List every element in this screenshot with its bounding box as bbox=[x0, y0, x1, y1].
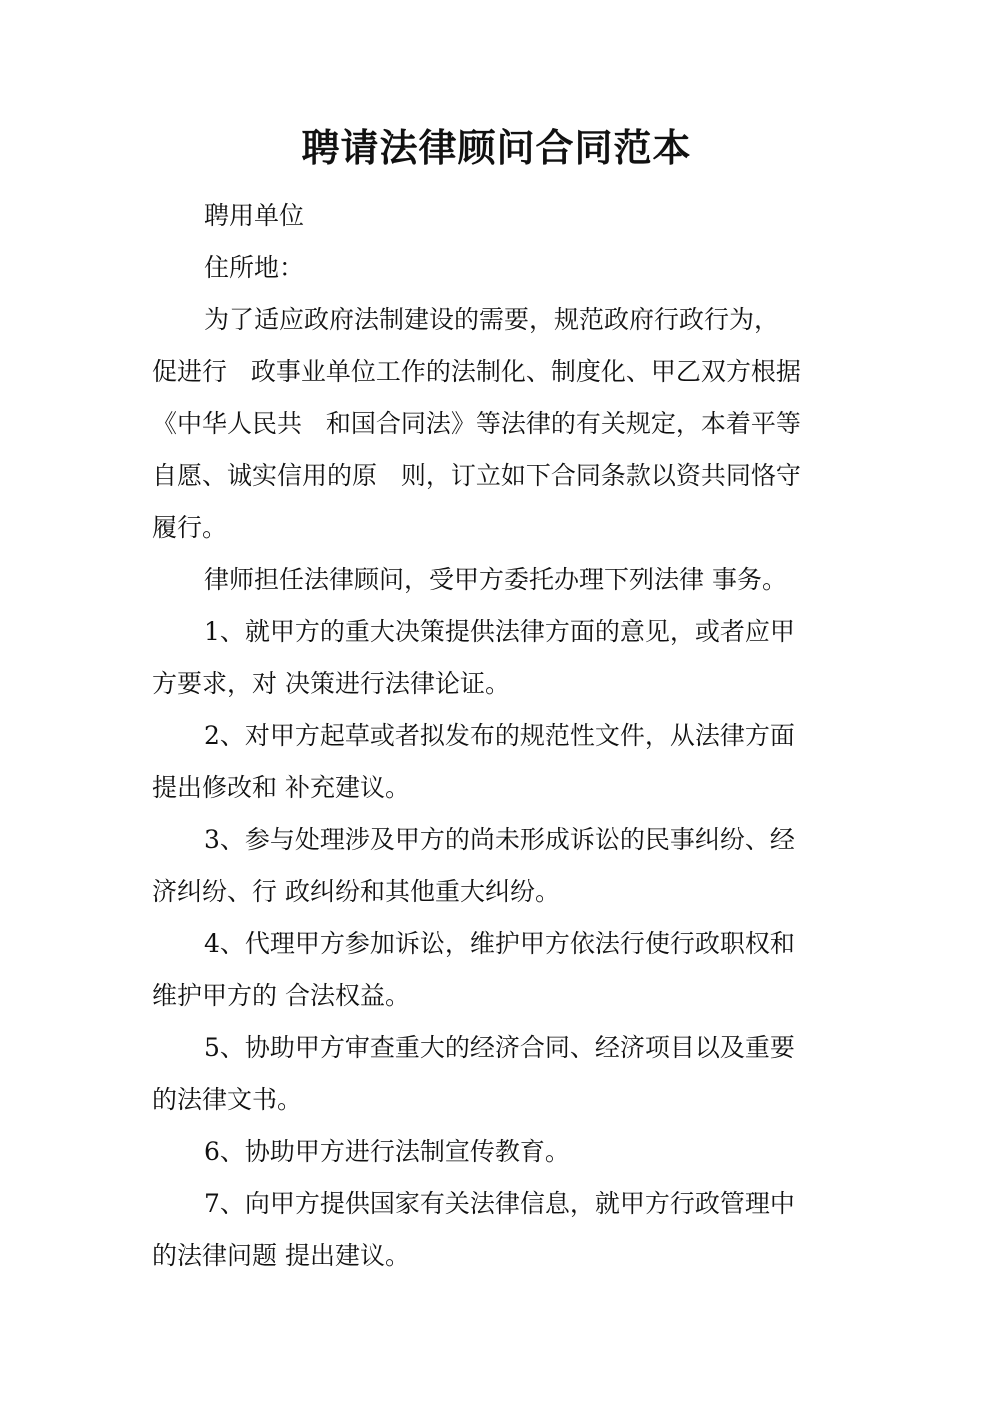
text-line: 1、就甲方的重大决策提供法律方面的意见，或者应甲 bbox=[204, 617, 795, 646]
text-line: 7、向甲方提供国家有关法律信息，就甲方行政管理中 bbox=[204, 1189, 795, 1218]
text-line: 律师担任法律顾问，受甲方委托办理下列法律 事务。 bbox=[204, 565, 787, 594]
text-line: 维护甲方的 合法权益。 bbox=[152, 981, 410, 1010]
document-body bbox=[152, 190, 842, 1282]
text-line: 的法律问题 提出建议。 bbox=[152, 1241, 410, 1270]
paragraph bbox=[152, 814, 842, 918]
text-line: 提出修改和 补充建议。 bbox=[152, 773, 410, 802]
paragraph bbox=[152, 1178, 842, 1282]
document-title: 聘请法律顾问合同范本 bbox=[301, 125, 692, 170]
paragraph bbox=[152, 242, 842, 294]
text-line: 3、参与处理涉及甲方的尚未形成诉讼的民事纠纷、经 bbox=[204, 825, 795, 854]
text-line: 6、协助甲方进行法制宣传教育。 bbox=[204, 1137, 570, 1166]
text-line: 济纠纷、行 政纠纷和其他重大纠纷。 bbox=[152, 877, 560, 906]
text-line: 5、协助甲方审查重大的经济合同、经济项目以及重要 bbox=[204, 1033, 795, 1062]
paragraph bbox=[152, 294, 842, 554]
text-line: 的法律文书。 bbox=[152, 1085, 303, 1114]
text-line: 履行。 bbox=[152, 513, 228, 542]
text-line: 2、对甲方起草或者拟发布的规范性文件，从法律方面 bbox=[204, 721, 795, 750]
text-line: 方要求，对 决策进行法律论证。 bbox=[152, 669, 510, 698]
paragraph bbox=[152, 1022, 842, 1126]
text-line: 为了适应政府法制建设的需要，规范政府行政行为， bbox=[204, 305, 780, 334]
text-line: 聘用单位 bbox=[204, 201, 305, 230]
paragraph bbox=[152, 710, 842, 814]
text-line: 自愿、诚实信用的原 则，订立如下合同条款以资共同恪守 bbox=[152, 461, 801, 490]
paragraph bbox=[152, 1126, 842, 1178]
text-line: 《中华人民共 和国合同法》等法律的有关规定，本着平等 bbox=[152, 409, 801, 438]
paragraph bbox=[152, 554, 842, 606]
text-line: 4、代理甲方参加诉讼，维护甲方依法行使行政职权和 bbox=[204, 929, 795, 958]
paragraph bbox=[152, 606, 842, 710]
text-line: 住所地： bbox=[204, 253, 305, 282]
paragraph bbox=[152, 918, 842, 1022]
paragraph bbox=[152, 190, 842, 242]
text-line: 促进行 政事业单位工作的法制化、制度化、甲乙双方根据 bbox=[152, 357, 801, 386]
